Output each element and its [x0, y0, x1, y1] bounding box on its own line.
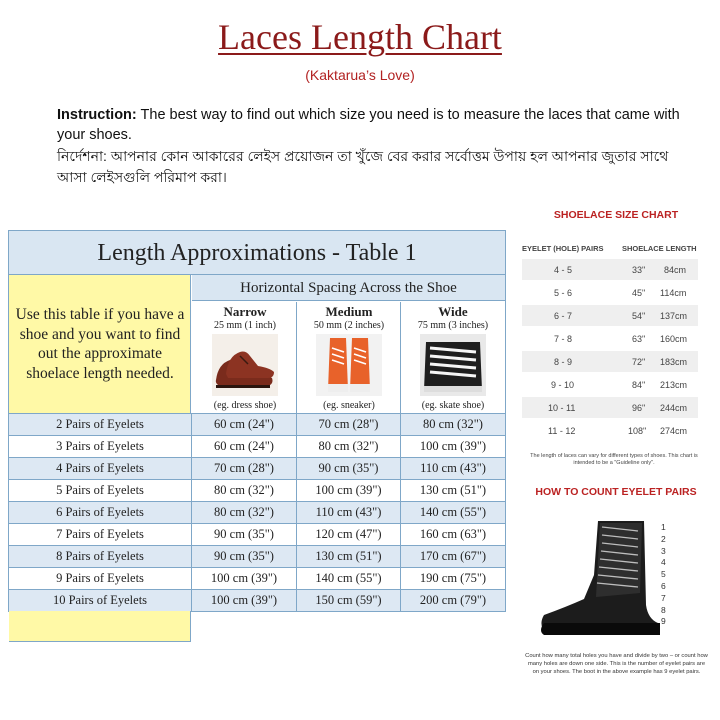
inches: 72": [632, 357, 646, 367]
narrow-length: 70 cm (28"): [191, 458, 296, 479]
table-rows: [9, 413, 505, 611]
centimeters: 213cm: [660, 380, 688, 390]
pairs: 10 - 11: [548, 403, 576, 413]
table-title: Length Approximations - Table 1: [9, 231, 505, 275]
table-row: [9, 589, 505, 611]
narrow-length: 100 cm (39"): [191, 590, 296, 611]
dress-shoe-image: [212, 334, 278, 396]
eyelet-pairs: 8 Pairs of Eyelets: [56, 549, 144, 563]
size-chart-row: [522, 420, 698, 441]
instruction: [57, 105, 682, 145]
table-row: [9, 567, 505, 589]
eyelet-pairs: 9 Pairs of Eyelets: [56, 571, 144, 585]
skate-shoe-image: [420, 334, 486, 396]
centimeters: 84cm: [664, 265, 687, 275]
pairs: 11 - 12: [548, 426, 576, 436]
eyelet-pairs: 6 Pairs of Eyelets: [56, 505, 144, 519]
eyelet-pairs: 2 Pairs of Eyelets: [56, 417, 144, 431]
column-wide: [401, 302, 505, 414]
eyelet-number: 4: [661, 557, 666, 568]
size-chart-row: [522, 259, 698, 280]
inches: 84": [632, 380, 646, 390]
wide-length: 160 cm (63"): [400, 524, 505, 545]
medium-length: 110 cm (43"): [296, 502, 400, 523]
wide-length: 100 cm (39"): [400, 436, 505, 457]
inches: 45": [632, 288, 646, 298]
narrow-length: 60 cm (24"): [191, 436, 296, 457]
pairs: 6 - 7: [554, 311, 573, 321]
medium-length: 120 cm (47"): [296, 524, 400, 545]
eyelet-pairs: 5 Pairs of Eyelets: [56, 483, 144, 497]
instruction-text: The best way to find out which size you need is to measure the laces that came with your shoes.: [57, 107, 680, 143]
instruction-bengali: নির্দেশনা: আপনার কোন আকারের লেইস প্রয়োজন তা খুঁজে বের করার সর্বোত্তম উপায় হল আপনার জুতার সাথে আসা লেইসগুলি পরিমাপ করা।: [57, 148, 669, 185]
pairs: 4 - 5: [554, 265, 573, 275]
size-chart-col-length: SHOELACE LENGTH: [622, 244, 697, 253]
inches: 108": [628, 426, 647, 436]
column-name: Wide: [438, 304, 468, 319]
page-title: Laces Length Chart: [218, 17, 502, 57]
size-chart-row: [522, 351, 698, 372]
inches: 63": [632, 334, 646, 344]
narrow-length: 60 cm (24"): [191, 414, 296, 435]
column-spacing: 50 mm (2 inches): [313, 320, 385, 331]
centimeters: 274cm: [660, 426, 688, 436]
eyelet-number: 2: [661, 533, 666, 544]
inches: 33": [632, 265, 646, 275]
eyelet-number: 5: [661, 569, 666, 580]
column-name: Narrow: [223, 304, 267, 319]
medium-length: 70 cm (28"): [296, 414, 400, 435]
wide-length: 200 cm (79"): [400, 590, 505, 611]
wide-length: 80 cm (32"): [400, 414, 505, 435]
boot-icon: [536, 515, 666, 640]
length-table: [8, 230, 506, 612]
wide-length: 190 cm (75"): [400, 568, 505, 589]
medium-length: 90 cm (35"): [296, 458, 400, 479]
centimeters: 137cm: [660, 311, 688, 321]
table-row: [9, 435, 505, 457]
inches: 96": [632, 403, 646, 413]
eyelet-number: 8: [661, 604, 666, 615]
wide-length: 110 cm (43"): [400, 458, 505, 479]
eyelet-pairs: 4 Pairs of Eyelets: [56, 461, 144, 475]
wide-length: 130 cm (51"): [400, 480, 505, 501]
column-spacing: 75 mm (3 inches): [417, 320, 489, 331]
narrow-length: 100 cm (39"): [191, 568, 296, 589]
size-chart-row: [522, 282, 698, 303]
column-spacing: 25 mm (1 inch): [214, 320, 276, 331]
size-chart-row: [522, 397, 698, 418]
pairs: 5 - 6: [554, 288, 573, 298]
column-medium: [297, 302, 401, 414]
narrow-length: 90 cm (35"): [191, 546, 296, 567]
medium-length: 130 cm (51"): [296, 546, 400, 567]
table-row: [9, 413, 505, 435]
pairs: 8 - 9: [554, 357, 573, 367]
eyelet-number: 3: [661, 545, 666, 556]
eyelet-number: 1: [661, 522, 666, 532]
centimeters: 183cm: [660, 357, 688, 367]
table-row: [9, 545, 505, 567]
size-chart-title: SHOELACE SIZE CHART: [553, 209, 679, 221]
eyelet-pairs: 3 Pairs of Eyelets: [56, 439, 144, 453]
count-title: HOW TO COUNT EYELET PAIRS: [535, 486, 697, 498]
inches: 54": [632, 311, 646, 321]
centimeters: 160cm: [660, 334, 688, 344]
count-note: Count how many total holes you have and divide by two – or count how many holes are down one side. This is the number of eyelet pairs are on your shoes. The boot in the above example has 9 eyelet pairs.: [525, 653, 708, 675]
eyelet-number: 6: [661, 580, 666, 591]
column-example: (eg. dress shoe): [213, 400, 277, 411]
instruction-label: Instruction:: [57, 107, 137, 123]
wide-length: 140 cm (55"): [400, 502, 505, 523]
sneaker-image: [316, 334, 382, 396]
centimeters: 244cm: [660, 403, 688, 413]
column-example: (eg. skate shoe): [421, 400, 485, 411]
eyelet-number: 9: [661, 616, 666, 627]
column-example: (eg. sneaker): [323, 400, 375, 411]
medium-length: 140 cm (55"): [296, 568, 400, 589]
table-description: Use this table if you have a shoe and you want to find out the approximate shoelace length needed.: [15, 306, 185, 382]
narrow-length: 90 cm (35"): [191, 524, 296, 545]
page-subtitle: (Kaktarua’s Love): [305, 67, 415, 83]
table-row: [9, 501, 505, 523]
size-chart-col-pairs: EYELET (HOLE) PAIRS: [522, 244, 604, 253]
narrow-length: 80 cm (32"): [191, 480, 296, 501]
pairs: 9 - 10: [551, 380, 575, 390]
medium-length: 80 cm (32"): [296, 436, 400, 457]
medium-length: 150 cm (59"): [296, 590, 400, 611]
eyelet-number: 7: [661, 592, 666, 603]
spacing-header: Horizontal Spacing Across the Shoe: [192, 275, 505, 301]
size-chart-note: The length of laces can vary for different types of shoes. This chart is intended to be a "Guideline only".: [530, 453, 698, 466]
column-narrow: [193, 302, 297, 414]
table-row: [9, 523, 505, 545]
narrow-length: 80 cm (32"): [191, 502, 296, 523]
eyelet-pairs: 10 Pairs of Eyelets: [52, 593, 148, 607]
table-row: [9, 457, 505, 479]
centimeters: 114cm: [660, 288, 687, 298]
medium-length: 100 cm (39"): [296, 480, 400, 501]
size-chart-row: [522, 305, 698, 326]
column-name: Medium: [325, 304, 373, 319]
size-chart-row: [522, 374, 698, 395]
size-chart-row: [522, 328, 698, 349]
eyelet-pairs: 7 Pairs of Eyelets: [56, 527, 144, 541]
pairs: 7 - 8: [554, 334, 573, 344]
eyelet-numbers: [661, 522, 666, 628]
table-row: [9, 479, 505, 501]
wide-length: 170 cm (67"): [400, 546, 505, 567]
